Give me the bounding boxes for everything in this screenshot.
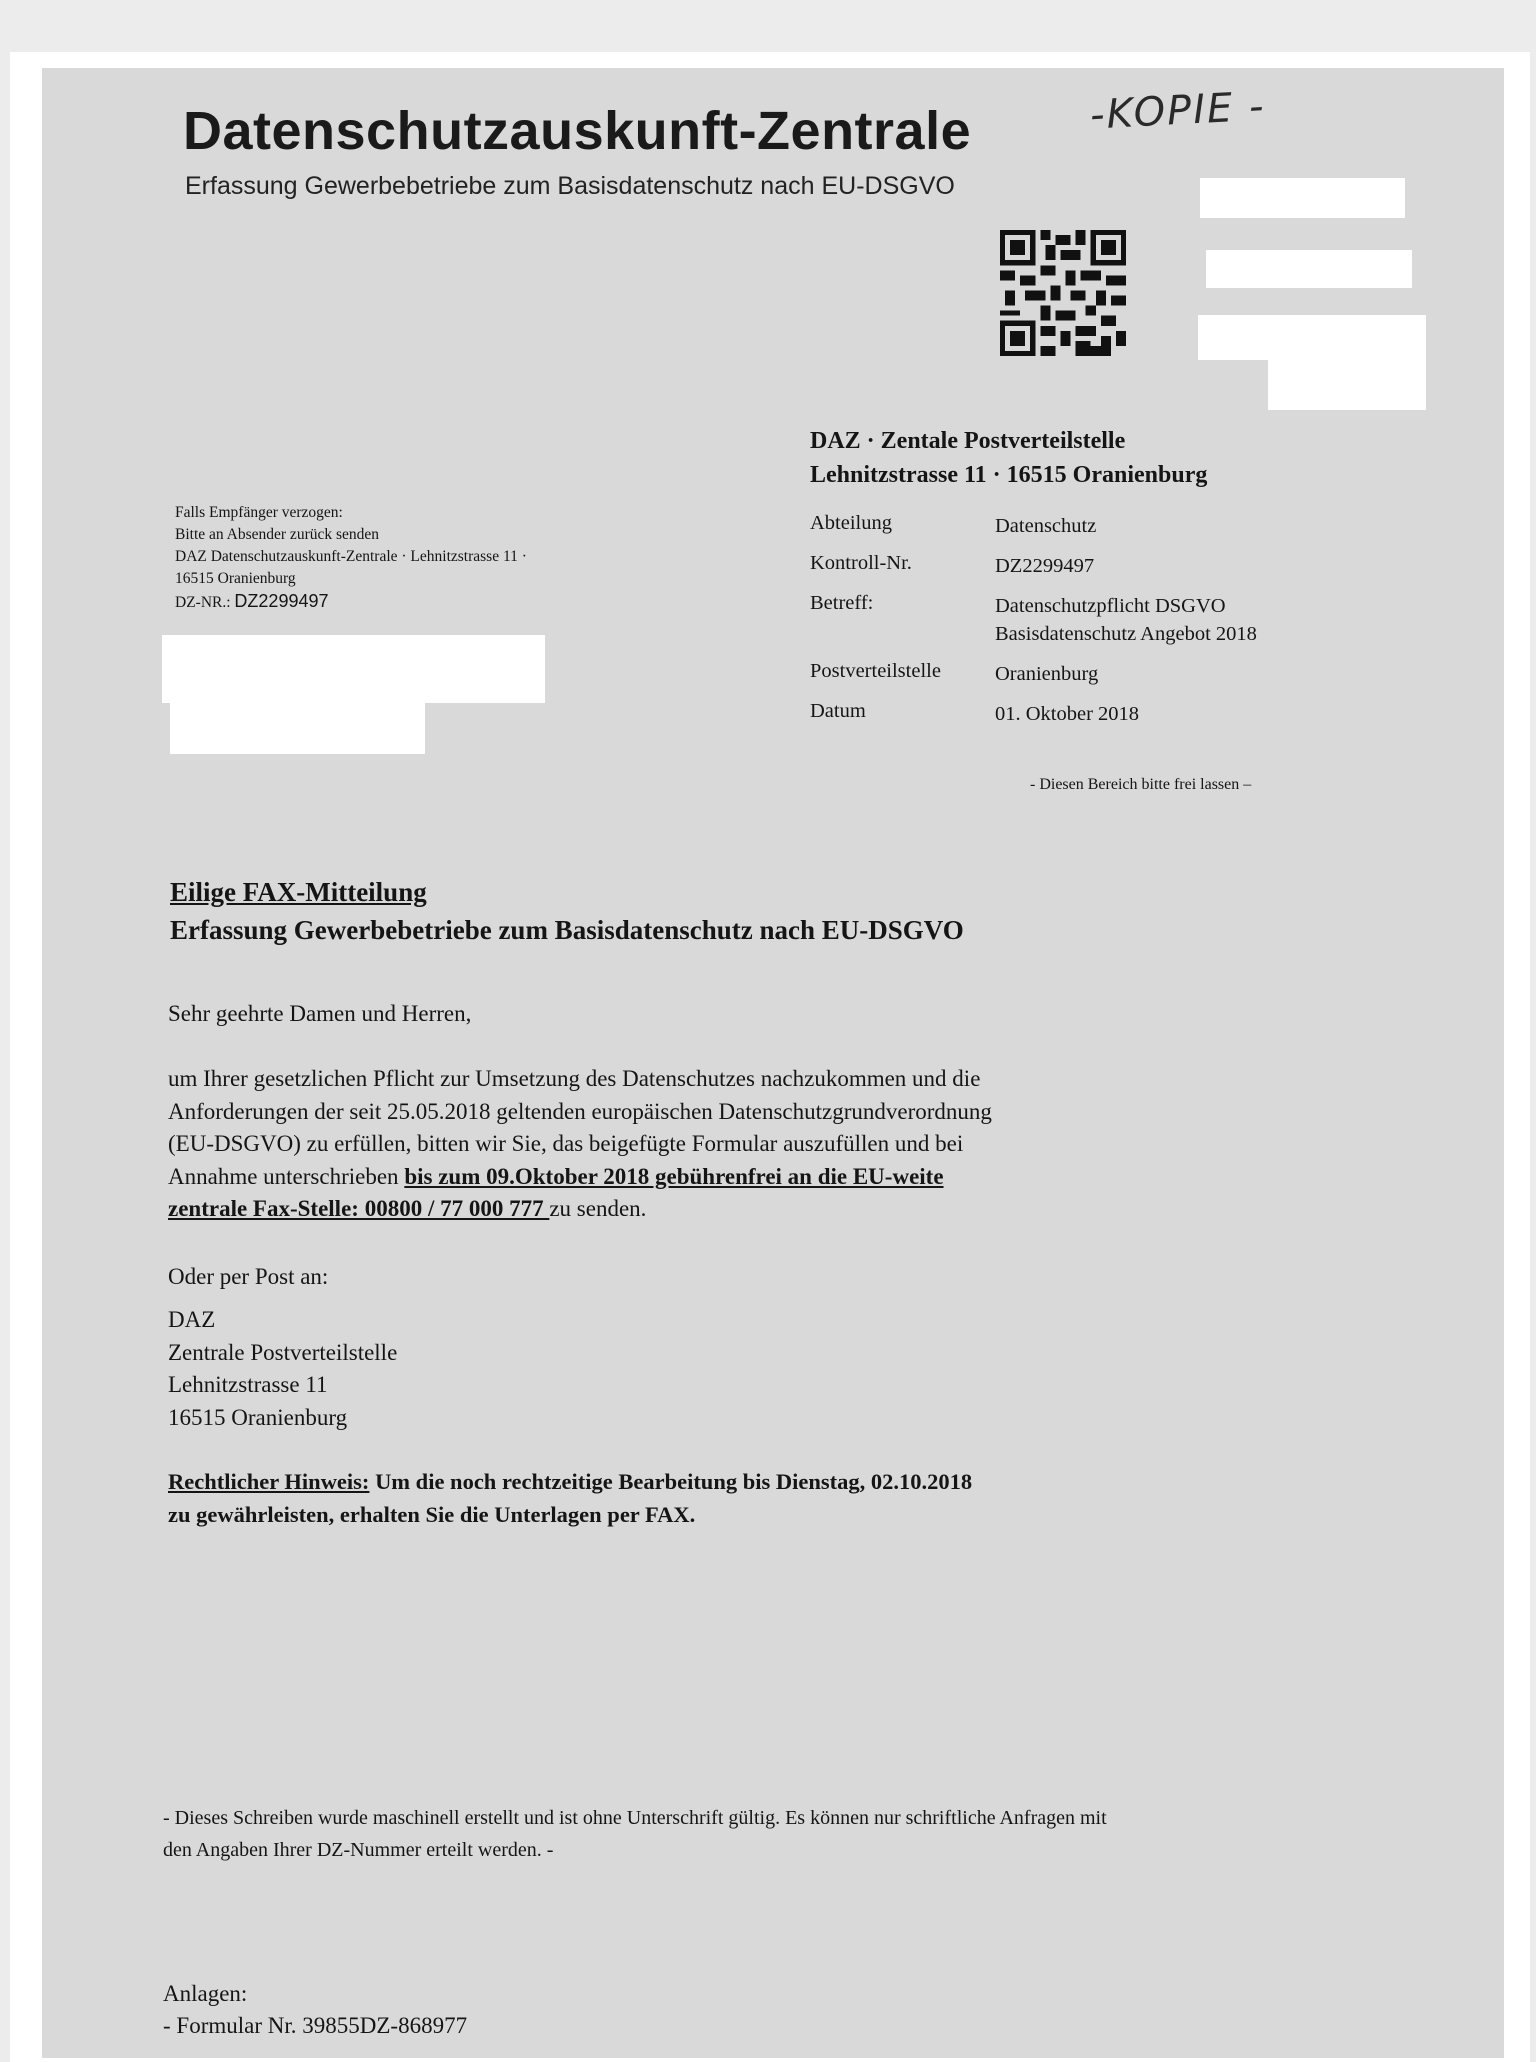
body-text: Annahme unterschrieben xyxy=(168,1163,405,1189)
attachments-label: Anlagen: xyxy=(163,1981,248,2006)
subject-subtitle: Erfassung Gewerbebetriebe zum Basisdatenschutz nach EU-DSGVO xyxy=(170,915,964,945)
dz-number-line xyxy=(175,590,527,614)
legal-line xyxy=(168,1466,972,1499)
return-address-line: Bitte an Absender zurück senden xyxy=(175,526,380,543)
body-line: um Ihrer gesetzlichen Pflicht zur Umsetzung des Datenschutzes nachzukommen und die xyxy=(168,1066,981,1091)
meta-label: Kontroll-Nr. xyxy=(810,552,912,574)
subject xyxy=(170,873,964,949)
sender-header xyxy=(810,424,1207,492)
free-area-note: - Diesen Bereich bitte frei lassen – xyxy=(1030,776,1252,793)
redaction-block xyxy=(1206,250,1412,288)
postal-address-line: Zentrale Postverteilstelle xyxy=(168,1339,398,1365)
meta-label: Postverteilstelle xyxy=(810,660,941,682)
sender-line: Lehnitzstrasse 11 · 16515 Oranienburg xyxy=(810,462,1208,488)
meta-value-line: Datenschutzpflicht DSGVO xyxy=(995,595,1226,617)
company-subtitle: Erfassung Gewerbebetriebe zum Basisdatenschutz nach EU-DSGVO xyxy=(185,172,955,200)
company-name: Datenschutzauskunft-Zentrale xyxy=(183,101,972,161)
recipient-redaction xyxy=(170,690,425,754)
postal-address-line: 16515 Oranienburg xyxy=(168,1404,348,1430)
footer-line: den Angaben Ihrer DZ-Nummer erteilt werden. - xyxy=(163,1839,554,1861)
sender-line: DAZ · Zentale Postverteilstelle xyxy=(810,428,1126,454)
body-paragraph xyxy=(168,1063,992,1226)
dz-number-value: DZ2299497 xyxy=(234,591,329,611)
copy-stamp: -KOPIE - xyxy=(1088,83,1267,139)
body-line xyxy=(168,1161,992,1194)
body-line: Anforderungen der seit 25.05.2018 geltenden europäischen Datenschutzgrundverordnung xyxy=(168,1098,992,1124)
meta-value: Datenschutz xyxy=(995,515,1097,537)
fax-number-text: zentrale Fax-Stelle: 00800 / 77 000 777 xyxy=(168,1196,550,1221)
postal-address xyxy=(168,1304,397,1434)
meta-value: 01. Oktober 2018 xyxy=(995,703,1140,725)
footer-note xyxy=(163,1802,1343,1866)
post-intro: Oder per Post an: xyxy=(168,1264,329,1289)
meta-value-line: Basisdatenschutz Angebot 2018 xyxy=(995,623,1257,645)
postal-address-line: DAZ xyxy=(168,1307,216,1332)
meta-value: Oranienburg xyxy=(995,663,1099,685)
meta-row xyxy=(810,592,1257,648)
meta-row xyxy=(810,512,1257,540)
return-address-line: DAZ Datenschutzauskunft-Zentrale · Lehnitzstrasse 11 · xyxy=(175,548,527,565)
redaction-block xyxy=(1200,178,1405,218)
footer-line: - Dieses Schreiben wurde maschinell erstellt und ist ohne Unterschrift gültig. Es können nur schriftliche Anfragen mit xyxy=(163,1807,1107,1829)
body-text: zu senden. xyxy=(549,1196,647,1221)
salutation: Sehr geehrte Damen und Herren, xyxy=(168,1001,472,1026)
meta-value xyxy=(995,592,1257,648)
meta-row xyxy=(810,660,1257,688)
return-address-line: 16515 Oranienburg xyxy=(175,570,296,587)
body-line: (EU-DSGVO) zu erfüllen, bitten wir Sie, das beigefügte Formular auszufüllen und bei xyxy=(168,1131,964,1156)
return-address-line: Falls Empfänger verzogen: xyxy=(175,504,343,521)
body-line xyxy=(168,1193,992,1226)
legal-label: Rechtlicher Hinweis: xyxy=(168,1469,370,1494)
meta-value: DZ2299497 xyxy=(995,555,1095,577)
attachment-item: - Formular Nr. 39855DZ-868977 xyxy=(163,2013,468,2038)
legal-line: zu gewährleisten, erhalten Sie die Unterlagen per FAX. xyxy=(168,1501,696,1527)
return-address xyxy=(175,502,527,614)
deadline-text: bis zum 09.Oktober 2018 gebührenfrei an die EU-weite xyxy=(404,1163,944,1189)
meta-label: Betreff: xyxy=(810,592,874,614)
legal-notice xyxy=(168,1466,972,1531)
meta-row xyxy=(810,700,1257,728)
meta-row xyxy=(810,552,1257,580)
qr-code-icon xyxy=(1000,228,1126,358)
subject-title: Eilige FAX-Mitteilung xyxy=(170,877,427,907)
redaction-block xyxy=(1268,350,1426,410)
postal-address-line: Lehnitzstrasse 11 xyxy=(168,1372,328,1397)
dz-number-label: DZ-NR.: xyxy=(175,594,231,611)
meta-label: Abteilung xyxy=(810,512,892,534)
meta-table xyxy=(810,512,1257,740)
legal-text: Um die noch rechtzeitige Bearbeitung bis Dienstag, 02.10.2018 xyxy=(369,1469,973,1494)
meta-label: Datum xyxy=(810,700,866,722)
attachments xyxy=(163,1978,467,2042)
